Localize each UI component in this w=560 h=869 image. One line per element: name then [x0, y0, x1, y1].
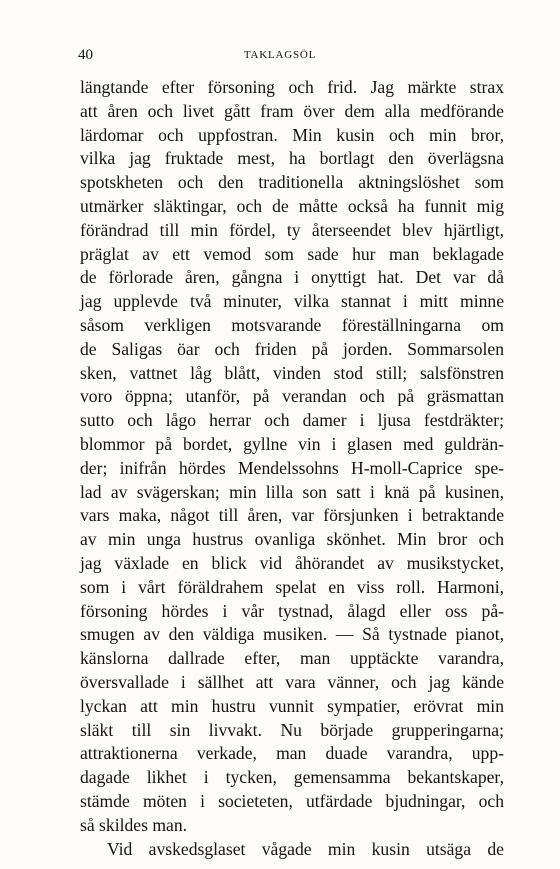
text-line: lyckan att min hustru vunnit sympatier, erövrat min: [80, 695, 504, 716]
text-line: jag upplevde två minuter, vilka stannat i mitt minne: [80, 291, 504, 312]
text-line: smugen av den väldiga musiken. — Så tystnade pianot,: [80, 624, 504, 645]
text-line: de förlorade åren, gångna i onyttigt hat. Det var då: [80, 267, 504, 288]
text-line: vilka jag fruktade mest, ha bortlagt den överlägsna: [80, 148, 504, 169]
text-line: såsom verkligen motsvarande föreställningarna om: [80, 314, 504, 335]
text-line: utmärker släktingar, och de måtte också ha funnit mig: [80, 195, 504, 216]
text-line: försoning hördes i vår tystnad, ålagd eller oss på-: [80, 600, 504, 621]
text-line: sutto och lågo herrar och damer i ljusa festdräkter;: [80, 410, 504, 431]
text-line: spotskheten och den traditionella aktningslöshet som: [80, 172, 504, 193]
text-line: blommor på bordet, gyllne vin i glasen med guldrän-: [80, 433, 504, 454]
text-line: sken, vattnet låg blått, vinden stod still; salsfönstren: [80, 362, 504, 383]
paragraph-end-line: så skildes man.: [80, 814, 188, 835]
body-text: [80, 76, 504, 861]
text-line: der; inifrån hördes Mendelssohns H-moll-Caprice spe-: [80, 457, 504, 478]
text-line: voro öppna; utanför, på verandan och på gräsmattan: [80, 386, 504, 407]
text-line: lad av svägerskan; min lilla son satt i knä på kusinen,: [80, 481, 504, 502]
text-line: jag växlade en blick vid åhörandet av musikstycket,: [80, 552, 504, 573]
text-line: känslorna dallrade efter, man upptäckte varandra,: [80, 648, 504, 669]
text-line: stämde möten i societeten, utfärdade bjudningar, och: [80, 790, 504, 811]
text-line: längtande efter försoning och frid. Jag märkte strax: [80, 77, 504, 97]
text-line: de Saligas öar och friden på jorden. Sommarsolen: [80, 338, 504, 359]
page-number: 40: [78, 47, 93, 63]
text-line: av min unga hustrus ovanliga skönhet. Min bror och: [80, 529, 504, 550]
text-line: attraktionerna verkade, man duade varandra, upp-: [80, 743, 504, 764]
text-line: dagade likhet i tycken, gemensamma bekantskaper,: [80, 767, 504, 788]
text-line: vars maka, något till åren, var försjunken i betraktande: [80, 505, 504, 526]
text-line: förändrad till min fördel, ty återseendet blev hjärtligt,: [80, 219, 504, 240]
running-head: TAKLAGSÖL: [243, 49, 317, 61]
text-line: översvallade i sällhet att vara vänner, och jag kände: [80, 671, 504, 692]
text-line: som i vårt föräldrahem spelat en viss roll. Harmoni,: [80, 576, 504, 597]
paragraph-start-line: Vid avskedsglaset vågade min kusin utsäga de: [107, 838, 504, 859]
text-line: släkt till sin livvakt. Nu började grupperingarna;: [80, 719, 504, 740]
text-line: att åren och livet gått fram över dem alla medförande: [80, 100, 504, 121]
text-line: präglat av ett vemod som sade hur man beklagade: [80, 243, 504, 264]
text-line: lärdomar och uppfostran. Min kusin och min bror,: [80, 124, 504, 145]
